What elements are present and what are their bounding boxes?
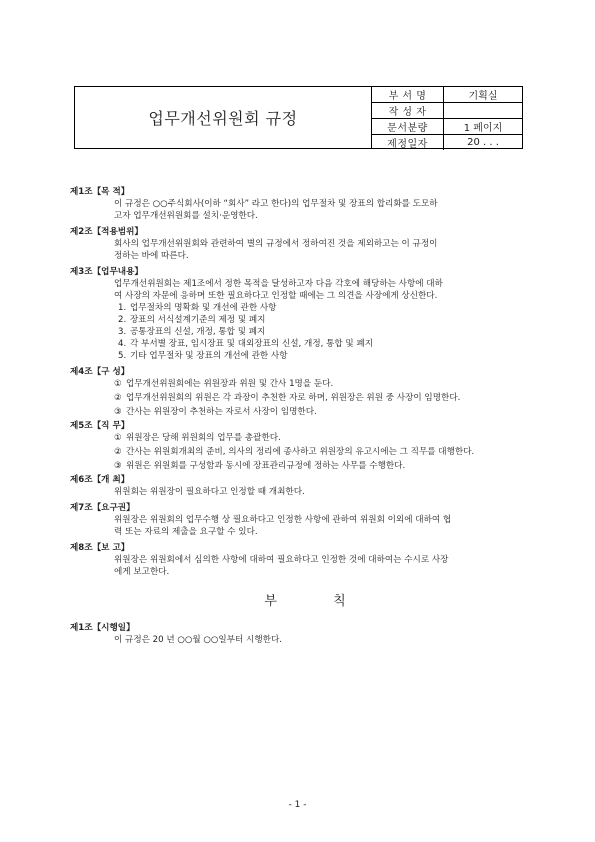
list-item: 1. 업무절차의 명확화 및 개선에 관한 사항 xyxy=(118,303,277,313)
list-item: 3. 공통장표의 신설, 개정, 통합 및 폐지 xyxy=(118,327,266,337)
clause-item: ② 업무개선위원회의 위원은 각 과장이 추천한 자로 하며, 위원장은 위원 중 사장이 임명한다. xyxy=(114,393,461,403)
dept-label: 부 서 명 xyxy=(372,87,444,103)
article-heading: 제1조【목 적】 xyxy=(70,187,130,197)
list-item: 4. 각 부서별 장표, 임시장표 및 대외장표의 신설, 개정, 통합 및 폐지 xyxy=(118,339,374,349)
article-text: 이 규정은 ○○주식회사(이하 “회사” 라고 한다)의 업무절차 및 장표의 합리화를 도모하 고자 업무개선위원회를 설치·운영한다. xyxy=(114,199,438,221)
author-label: 작 성 자 xyxy=(372,103,444,119)
list-item: 5. 기타 업무절차 및 장표의 개선에 관한 사항 xyxy=(118,351,288,361)
addendum-title: 부 칙 xyxy=(264,594,372,609)
doc-length-label: 문서분량 xyxy=(372,119,444,135)
clause-item: ① 위원장은 당해 위원회의 업무를 총괄한다. xyxy=(114,433,281,443)
article-heading: 제3조【업무내용】 xyxy=(70,267,143,277)
article-heading: 제5조【직 무】 xyxy=(70,421,130,431)
article-text: 위원회는 위원장이 필요하다고 인정할 때 개최한다. xyxy=(114,487,305,497)
doc-length-value: 1 페이지 xyxy=(444,119,522,135)
clause-item: ③ 간사는 위원장이 추천하는 자로서 사장이 임명한다. xyxy=(114,407,317,417)
document-body xyxy=(70,184,540,646)
article-text: 이 규정은 20 년 ○○월 ○○일부터 시행한다. xyxy=(114,635,282,645)
dept-value: 기획실 xyxy=(444,87,522,103)
article-heading: 제1조【시행일】 xyxy=(70,623,135,633)
clause-item: ③ 위원은 위원회를 구성함과 동시에 장표관리규정에 정하는 사무를 수행한다. xyxy=(114,461,406,471)
document-info-grid xyxy=(372,87,522,148)
article-heading: 제7조【요구권】 xyxy=(70,503,135,513)
article-text: 업무개선위원회는 제1조에서 정한 목적을 달성하고자 다음 각호에 해당하는 사항에 대하 여 사장의 자문에 응하며 또한 필요하다고 인정할 때에는 그 의견을 사장에게 상신한다. xyxy=(114,279,443,301)
article-heading: 제6조【개 최】 xyxy=(70,475,130,485)
clause-item: ① 업무개선위원회에는 위원장과 위원 및 간사 1명을 둔다. xyxy=(114,379,334,389)
enact-date-label: 제정일자 xyxy=(372,135,444,150)
list-item: 2. 장표의 서식설계기준의 제정 및 폐지 xyxy=(118,315,266,325)
article-text: 위원장은 위원회의 업무수행 상 필요하다고 인정한 사항에 관하여 위원회 이외에 대하여 협 력 또는 자료의 제출을 요구할 수 있다. xyxy=(114,515,452,537)
document-title: 업무개선위원회 규정 xyxy=(75,87,372,148)
clause-item: ② 간사는 위원회개최의 준비, 의사의 정리에 종사하고 위원장의 유고시에는 그 직무를 대행한다. xyxy=(114,447,475,457)
article-text: 회사의 업무개선위원회와 관련하여 별의 규정에서 정하여진 것을 제외하고는 이 규정이 정하는 바에 따른다. xyxy=(114,239,438,261)
document-header-table xyxy=(74,86,523,149)
enact-date-value: 20 . . . xyxy=(467,137,499,148)
page-number: - 1 - xyxy=(288,800,307,810)
article-heading: 제4조【구 성】 xyxy=(70,367,130,377)
author-value xyxy=(444,103,522,119)
article-heading: 제2조【적용범위】 xyxy=(70,227,143,237)
article-text: 위원장은 위원회에서 심의한 사항에 대하여 필요하다고 인정한 것에 대하여는 수시로 사장 에게 보고한다. xyxy=(114,555,449,577)
article-heading: 제8조【보 고】 xyxy=(70,543,130,553)
